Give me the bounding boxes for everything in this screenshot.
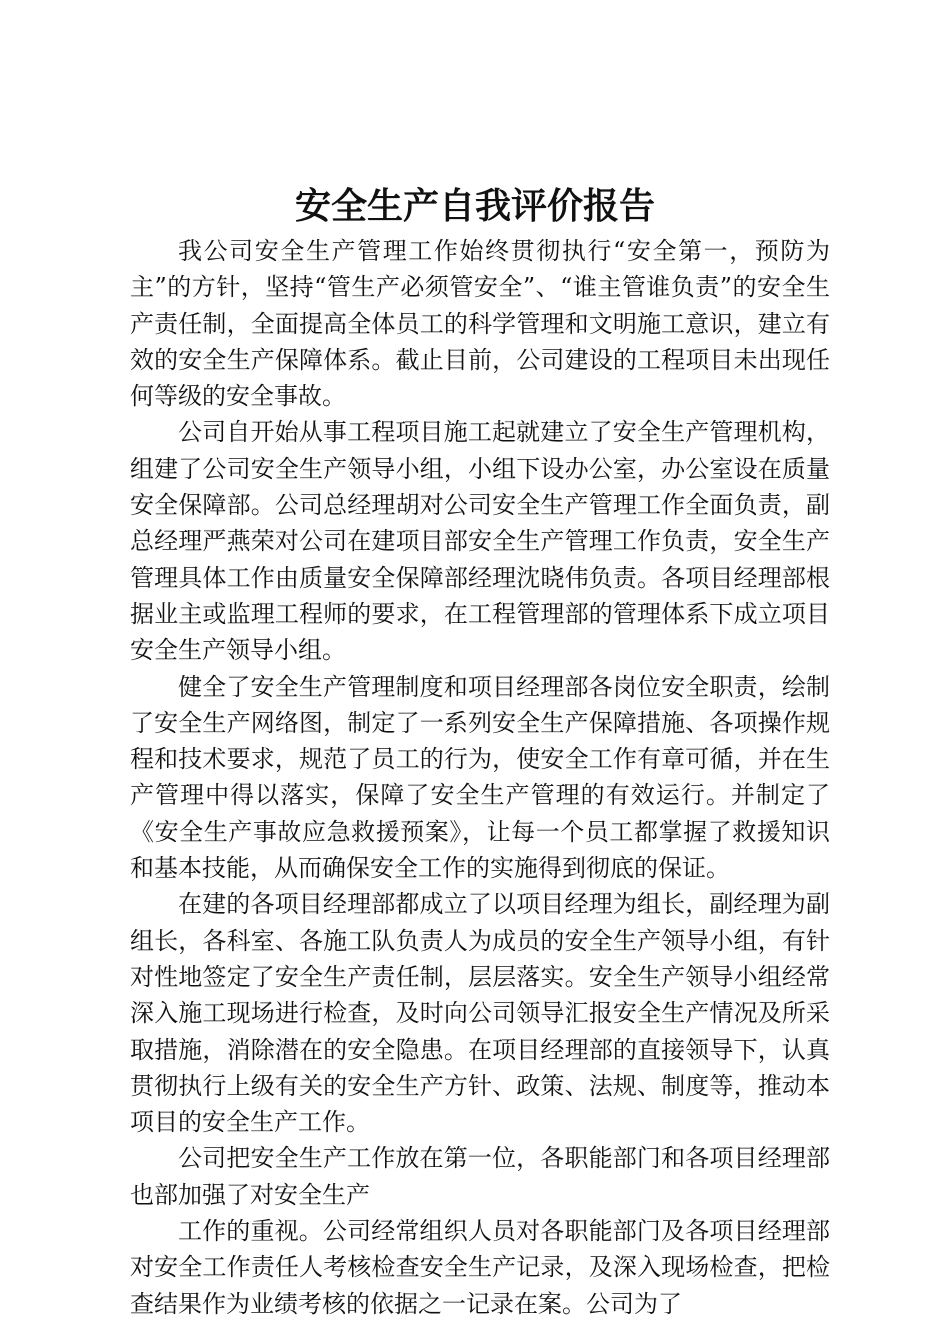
body-paragraph-3: 健全了安全生产管理制度和项目经理部各岗位安全职责，绘制了安全生产网络图，制定了一系列安全生产保障措施、各项操作规程和技术要求，规范了员工的行为，使安全工作有章可循，并在生产管理中得以落实，保障了安全生产管理的有效运行。并制定了《安全生产事故应急救援预案》，让每一个员工都掌握了救援知识和基本技能，从而确保安全工作的实施得到彻底的保证。 <box>130 672 830 883</box>
body-paragraph-5: 公司把安全生产工作放在第一位，各职能部门和各项目经理部也部加强了对安全生产 <box>130 1144 830 1209</box>
body-paragraph-6: 工作的重视。公司经常组织人员对各职能部门及各项目经理部对安全工作责任人考核检查安全生产记录，及深入现场检查，把检查结果作为业绩考核的依据之一记录在案。公司为了 <box>130 1217 830 1318</box>
body-paragraph-2: 公司自开始从事工程项目施工起就建立了安全生产管理机构，组建了公司安全生产领导小组，小组下设办公室，办公室设在质量安全保障部。公司总经理胡对公司安全生产管理工作全面负责，副总经理严燕荣对公司在建项目部安全生产管理工作负责，安全生产管理具体工作由质量安全保障部经理沈晓伟负责。各项目经理部根据业主或监理工程师的要求，在工程管理部的管理体系下成立项目安全生产领导小组。 <box>130 418 830 665</box>
document-body <box>130 233 830 1322</box>
document-title: 安全生产自我评价报告 <box>294 186 655 227</box>
body-paragraph-4: 在建的各项目经理部都成立了以项目经理为组长，副经理为副组长，各科室、各施工队负责人为成员的安全生产领导小组，有针对性地签定了安全生产责任制，层层落实。安全生产领导小组经常深入施工现场进行检查，及时向公司领导汇报安全生产情况及所采取措施，消除潜在的安全隐患。在项目经理部的直接领导下，认真贯彻执行上级有关的安全生产方针、政策、法规、制度等，推动本项目的安全生产工作。 <box>130 890 830 1137</box>
body-paragraph-1: 我公司安全生产管理工作始终贯彻执行“安全第一，预防为主”的方针，坚持“管生产必须管安全”、“谁主管谁负责”的安全生产责任制，全面提高全体员工的科学管理和文明施工意识，建立有效的安全生产保障体系。截止目前，公司建设的工程项目未出现任何等级的安全事故。 <box>130 237 830 411</box>
